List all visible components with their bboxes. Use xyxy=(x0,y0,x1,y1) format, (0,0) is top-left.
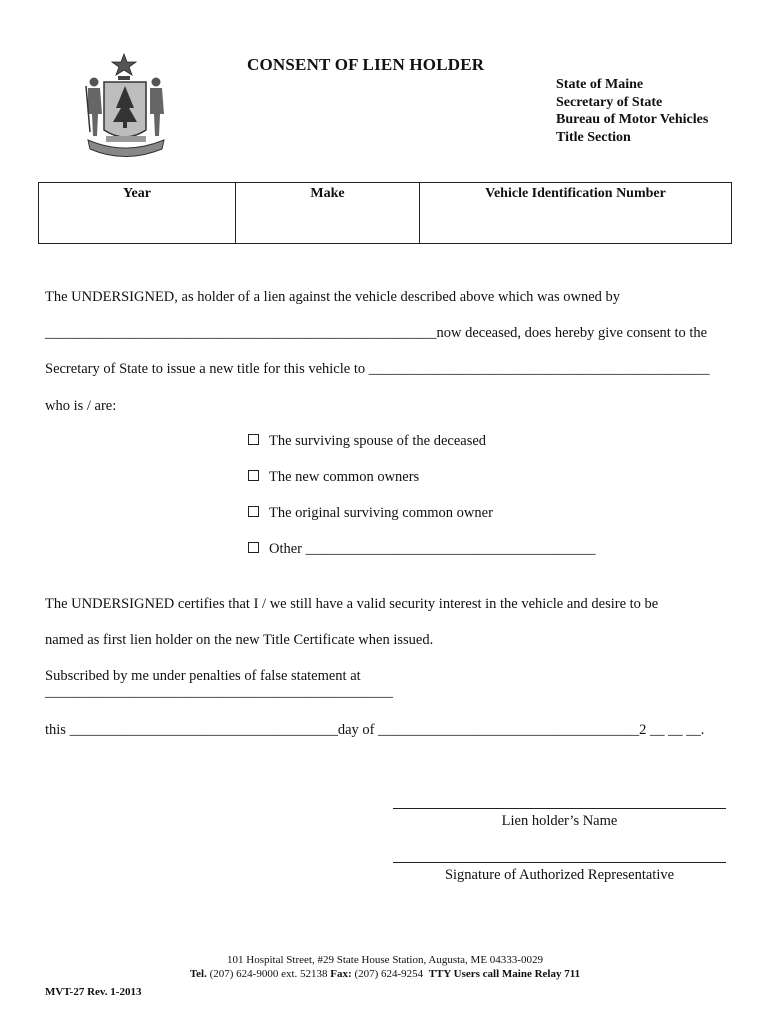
body-line-4: who is / are: xyxy=(45,398,117,414)
agency-line: Bureau of Motor Vehicles xyxy=(556,112,709,127)
agency-line: Secretary of State xyxy=(556,94,663,110)
agency-line: State of Maine xyxy=(556,77,644,92)
body-line-1: The UNDERSIGNED, as holder of a lien against the vehicle described above which was owned by xyxy=(45,289,621,305)
footer-address: 101 Hospital Street, #29 State House Station, Augusta, ME 04333-0029 xyxy=(227,954,543,966)
tty-note: TTY Users call Maine Relay 711 xyxy=(428,968,581,980)
authorized-representative-label: Signature of Authorized Representative xyxy=(444,867,675,883)
agency-block xyxy=(556,76,708,146)
option-label: The surviving spouse of the deceased xyxy=(269,433,487,449)
option-surviving-spouse[interactable] xyxy=(248,433,486,450)
signature-line[interactable] xyxy=(393,862,726,863)
fax-value: (207) 624-9254 xyxy=(354,968,424,980)
option-original-surviving-owner[interactable] xyxy=(248,505,493,522)
checkbox[interactable] xyxy=(248,470,259,481)
option-label: Other ________________________________________ xyxy=(269,541,596,557)
vin-field[interactable] xyxy=(420,183,732,244)
fax-label: Fax: xyxy=(330,968,352,980)
page-title: CONSENT OF LIEN HOLDER xyxy=(247,55,485,74)
subscribed-line: Subscribed by me under penalties of false statement at xyxy=(45,668,361,684)
option-label: The new common owners xyxy=(269,469,420,485)
vehicle-table xyxy=(38,182,732,244)
certification-line-1: The UNDERSIGNED certifies that I / we still have a valid security interest in the vehicle and desire to be xyxy=(45,596,659,612)
state-of-maine-seal-icon xyxy=(80,52,172,164)
vin-header: Vehicle Identification Number xyxy=(485,186,666,201)
tel-label: Tel. xyxy=(189,968,207,980)
agency-line: Title Section xyxy=(556,129,631,145)
year-field[interactable] xyxy=(39,183,236,244)
footer-contact xyxy=(0,967,770,981)
form-id: MVT-27 Rev. 1-2013 xyxy=(45,986,142,998)
date-line[interactable]: this _____________________________________day of ____________________________________2 __ __ __. xyxy=(45,722,705,738)
checkbox[interactable] xyxy=(248,506,259,517)
option-label: The original surviving common owner xyxy=(269,505,493,521)
make-field[interactable] xyxy=(236,183,420,244)
checkbox[interactable] xyxy=(248,542,259,553)
lien-holder-name-line[interactable] xyxy=(393,808,726,809)
option-other[interactable] xyxy=(248,541,596,558)
new-owner-line[interactable]: Secretary of State to issue a new title for this vehicle to _______________________________________________ xyxy=(45,361,710,377)
tel-value: (207) 624-9000 ext. 52138 xyxy=(209,968,328,980)
deceased-owner-line[interactable]: ______________________________________________________now deceased, does hereby give consent to the xyxy=(45,325,708,341)
checkbox[interactable] xyxy=(248,434,259,445)
certification-line-2: named as first lien holder on the new Title Certificate when issued. xyxy=(45,632,434,648)
lien-holder-name-label: Lien holder’s Name xyxy=(501,813,618,829)
make-header: Make xyxy=(310,186,345,201)
location-blank[interactable]: ________________________________________________ xyxy=(45,684,393,700)
year-header: Year xyxy=(123,186,151,201)
option-new-common-owners[interactable] xyxy=(248,469,419,486)
